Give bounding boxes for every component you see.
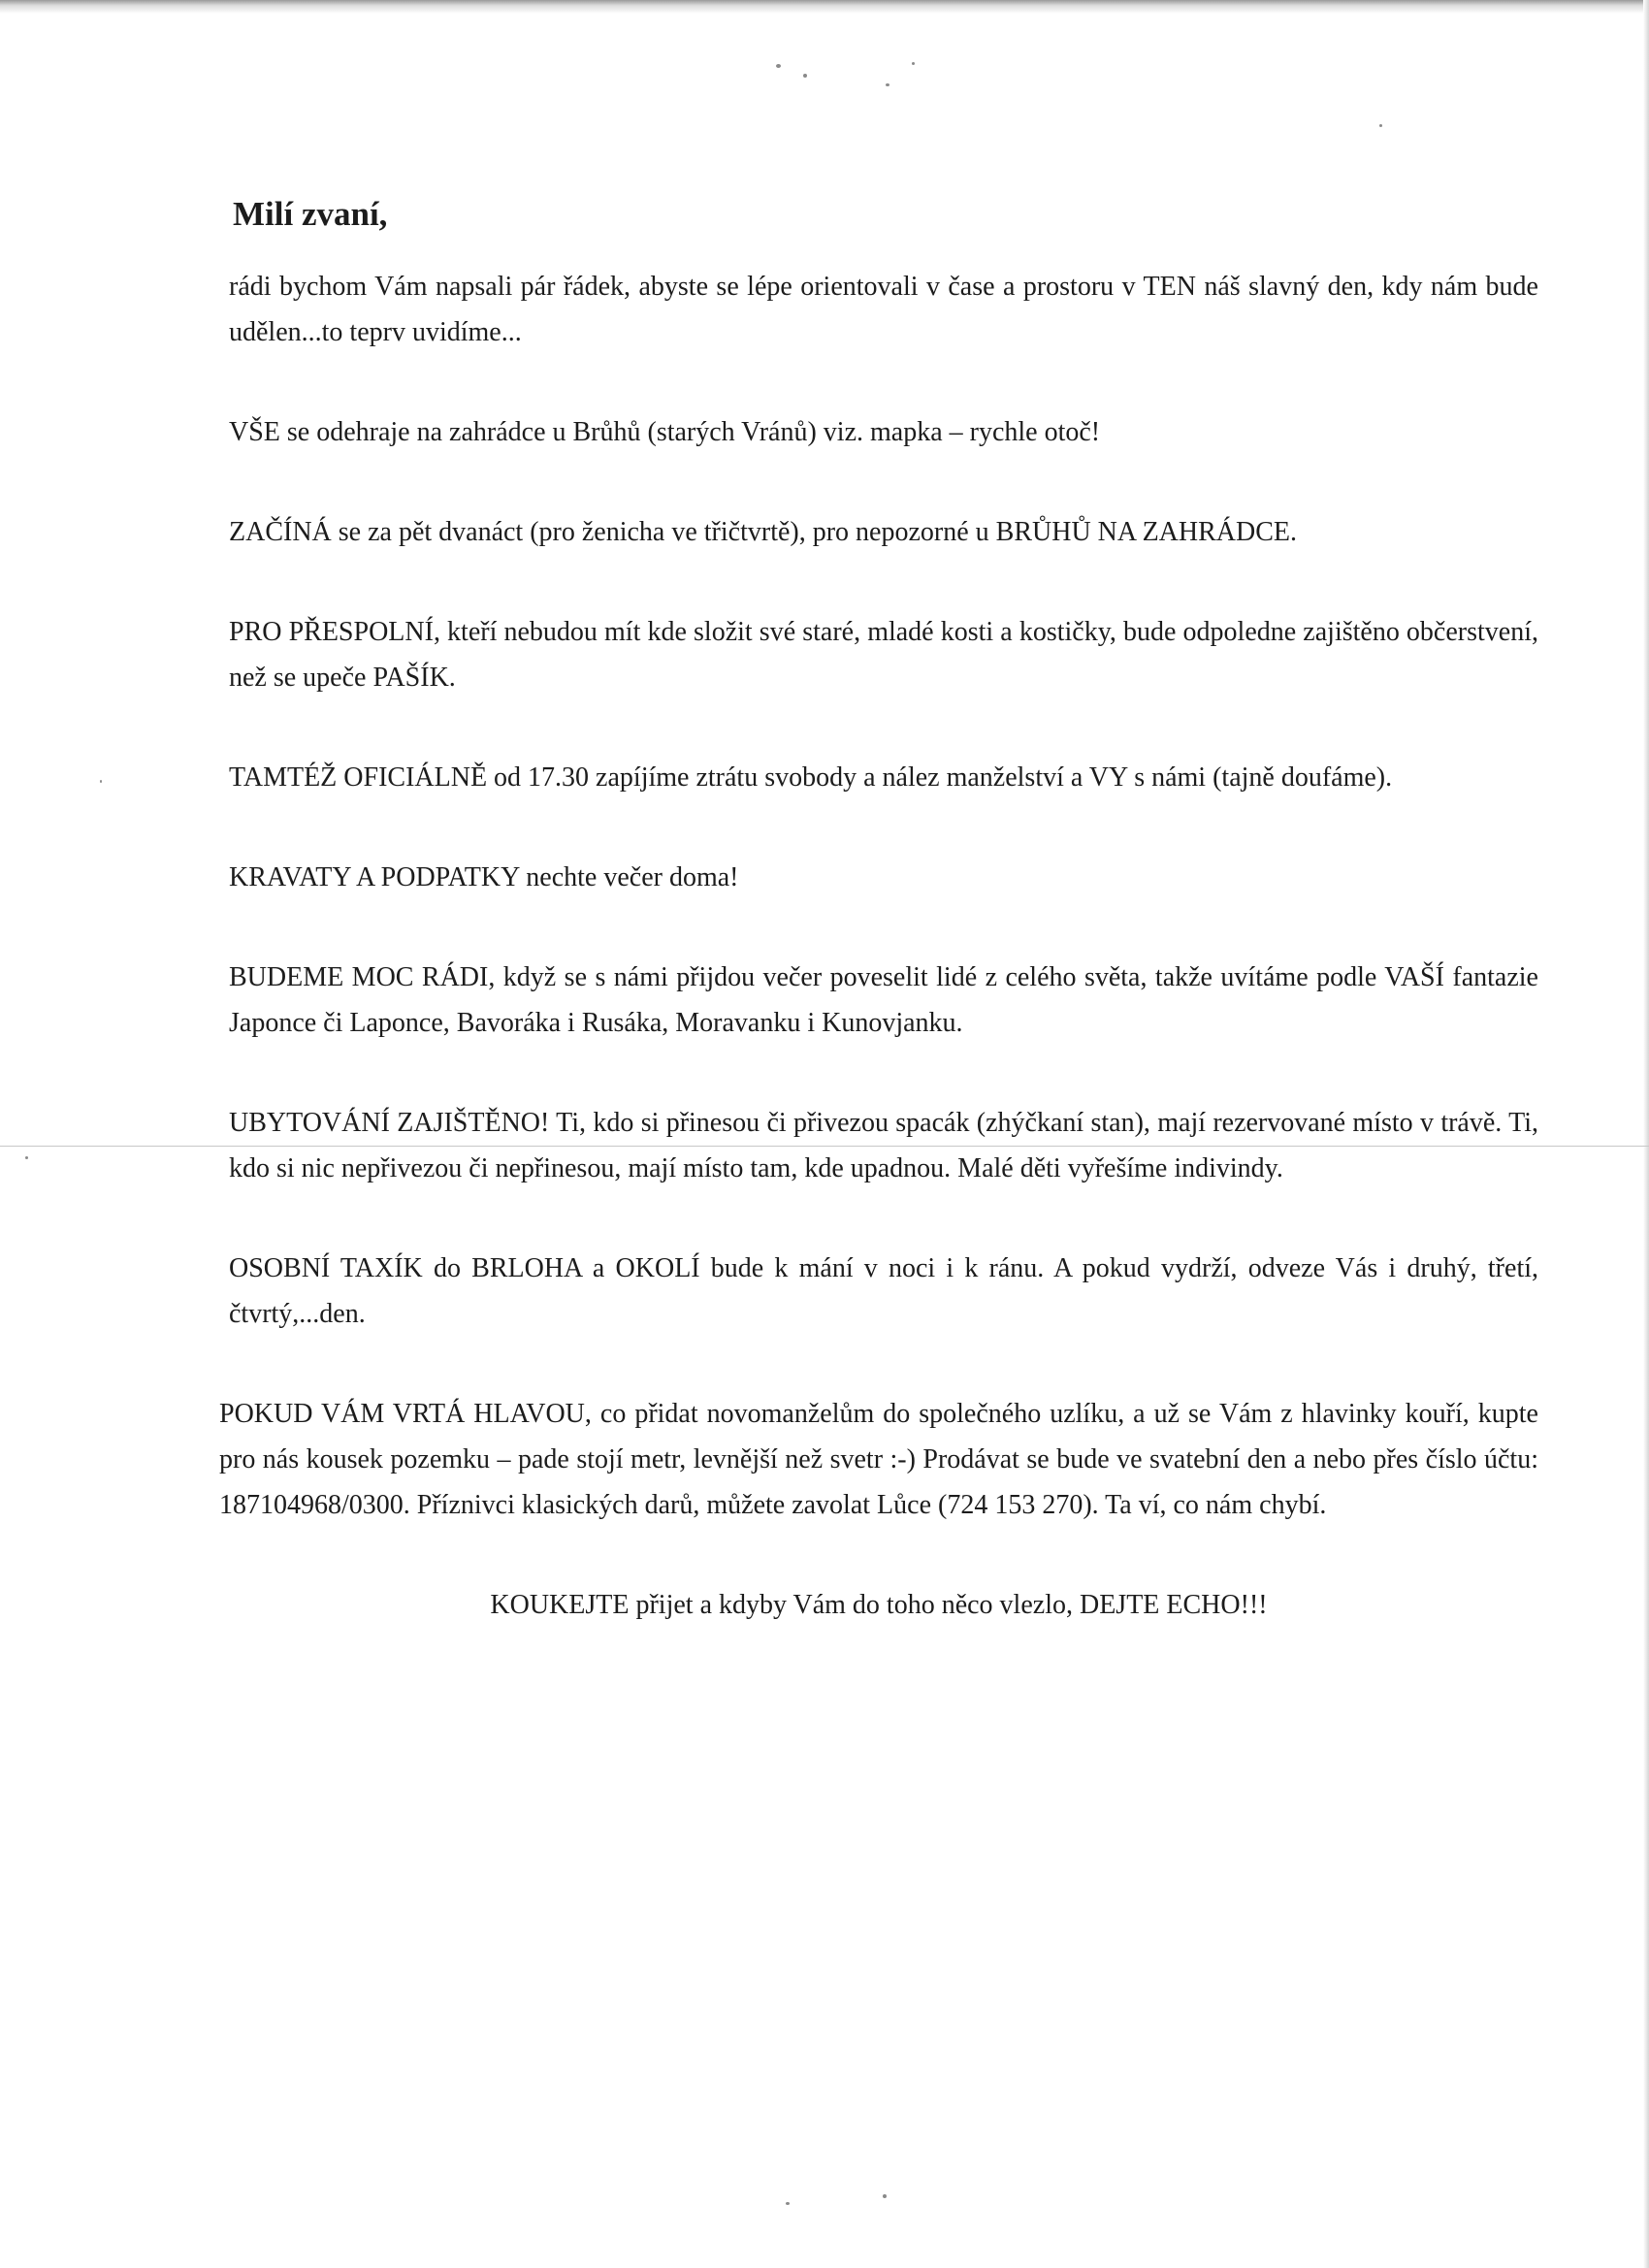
scan-side-edge bbox=[1643, 0, 1649, 2268]
paragraph-location: VŠE se odehraje na zahrádce u Brůhů (starých Vránů) viz. mapka – rychle otoč! bbox=[229, 417, 1101, 447]
scan-top-edge bbox=[0, 0, 1649, 14]
paragraph-intro: rádi bychom Vám napsali pár řádek, abyste se lépe orientovali v čase a prostoru v TEN náš slavný den, kdy nám bude udělen...to teprv uvidíme... bbox=[229, 272, 1538, 347]
paragraph-refreshments: PRO PŘESPOLNÍ, kteří nebudou mít kde složit své staré, mladé kosti a kostičky, bude odpoledne zajištěno občerstvení, než se upeče PAŠÍK. bbox=[229, 617, 1538, 693]
paragraph-start-time: ZAČÍNÁ se za pět dvanáct (pro ženicha ve třičtvrtě), pro nepozorné u BRŮHŮ NA ZAHRÁDCE. bbox=[229, 517, 1298, 547]
scan-speck bbox=[786, 2202, 790, 2205]
paragraph-official-party: TAMTÉŽ OFICIÁLNĚ od 17.30 zapíjíme ztrátu svobody a nález manželství a VY s námi (tajně doufáme). bbox=[229, 762, 1393, 793]
paragraph-guests: BUDEME MOC RÁDI, když se s námi přijdou večer poveselit lidé z celého světa, takže uvítáme podle VAŠÍ fantazie Japonce či Laponce, Bavoráka i Rusáka, Moravanku i Kunovjanku. bbox=[229, 962, 1538, 1038]
scan-speck bbox=[100, 780, 102, 783]
paragraph-taxi: OSOBNÍ TAXÍK do BRLOHA a OKOLÍ bude k mání v noci i k ránu. A pokud vydrží, odveze Vás i druhý, třetí, čtvrtý,...den. bbox=[229, 1253, 1538, 1329]
closing-line: KOUKEJTE přijet a kdyby Vám do toho něco vlezlo, DEJTE ECHO!!! bbox=[490, 1590, 1268, 1620]
scan-speck bbox=[886, 83, 889, 86]
paragraph-dress-code: KRAVATY A PODPATKY nechte večer doma! bbox=[229, 862, 739, 892]
scan-speck bbox=[25, 1156, 28, 1159]
scan-speck bbox=[1379, 124, 1382, 127]
greeting: Milí zvaní, bbox=[233, 195, 388, 233]
scan-speck bbox=[803, 74, 807, 78]
scan-speck bbox=[912, 62, 915, 65]
invitation-letter bbox=[219, 190, 1538, 1628]
scan-speck bbox=[776, 64, 781, 68]
paragraph-gifts: POKUD VÁM VRTÁ HLAVOU, co přidat novomanželům do společného uzlíku, a už se Vám z hlavinky kouří, kupte pro nás kousek pozemku – pade stojí metr, levnější než svetr :-) Prodávat se bude ve svatební den a nebo přes číslo účtu: 187104968/0300. Příznivci klasických darů, můžete zavolat Lůce (724 153 270). Ta ví, co nám chybí. bbox=[219, 1399, 1538, 1520]
paragraph-accommodation: UBYTOVÁNÍ ZAJIŠTĚNO! Ti, kdo si přinesou či přivezou spacák (zhýčkaní stan), mají rezervované místo v trávě. Ti, kdo si nic nepřivezou či nepřinesou, mají místo tam, kde upadnou. Malé děti vyřešíme indivindy. bbox=[229, 1108, 1538, 1183]
scan-speck bbox=[883, 2194, 887, 2198]
